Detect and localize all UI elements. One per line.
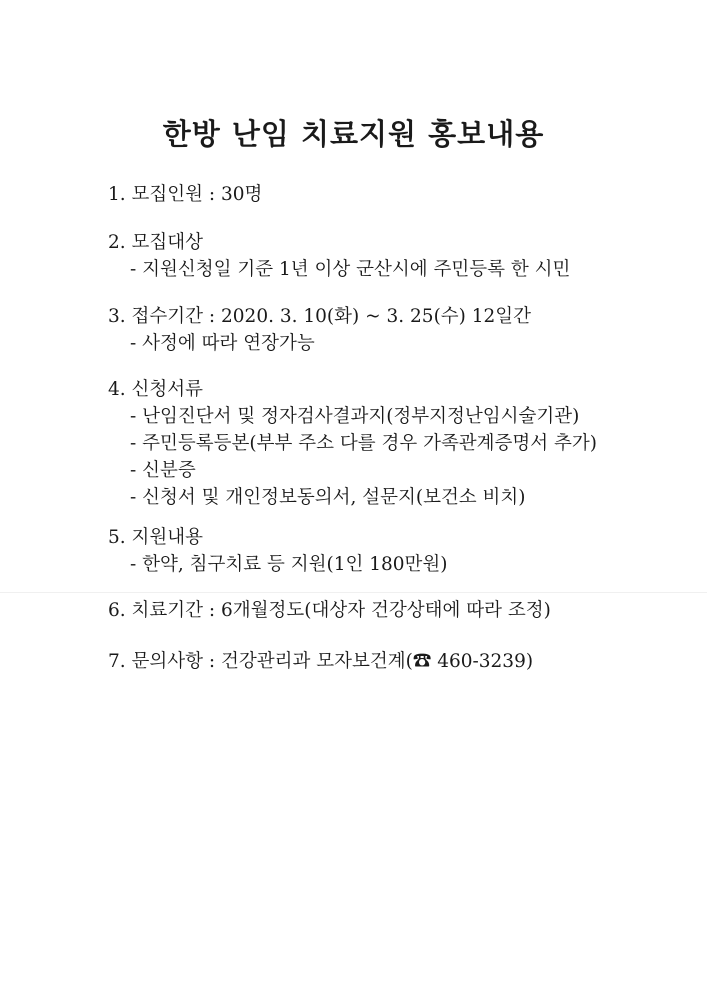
section-heading: 6. 치료기간 : 6개월정도(대상자 건강상태에 따라 조정) xyxy=(108,600,551,621)
section-heading: 1. 모집인원 : 30명 xyxy=(108,184,263,205)
section-eligibility xyxy=(108,229,668,283)
list-item: - 한약, 침구치료 등 지원(1인 180만원) xyxy=(130,554,448,575)
section-contact xyxy=(108,648,668,675)
section-heading: 7. 문의사항 : 건강관리과 모자보건계(☎ 460-3239) xyxy=(108,651,534,672)
scan-artifact-line xyxy=(0,592,707,593)
list-item: - 사정에 따라 연장가능 xyxy=(130,333,315,354)
list-item: - 지원신청일 기준 1년 이상 군산시에 주민등록 한 시민 xyxy=(130,259,571,280)
list-item: - 난임진단서 및 정자검사결과지(정부지정난임시술기관) xyxy=(130,406,580,427)
section-support-content xyxy=(108,524,668,578)
section-heading: 5. 지원내용 xyxy=(108,527,204,548)
section-recruitment-count xyxy=(108,181,668,208)
section-heading: 4. 신청서류 xyxy=(108,379,204,400)
section-heading: 3. 접수기간 : 2020. 3. 10(화) ~ 3. 25(수) 12일간 xyxy=(108,306,532,327)
section-treatment-period xyxy=(108,597,668,624)
list-item: - 신분증 xyxy=(130,460,196,481)
section-application-period xyxy=(108,303,668,357)
document-title: 한방 난임 치료지원 홍보내용 xyxy=(162,117,545,151)
section-heading: 2. 모집대상 xyxy=(108,232,204,253)
section-required-documents xyxy=(108,376,668,511)
list-item: - 주민등록등본(부부 주소 다를 경우 가족관계증명서 추가) xyxy=(130,433,598,454)
list-item: - 신청서 및 개인정보동의서, 설문지(보건소 비치) xyxy=(130,487,526,508)
